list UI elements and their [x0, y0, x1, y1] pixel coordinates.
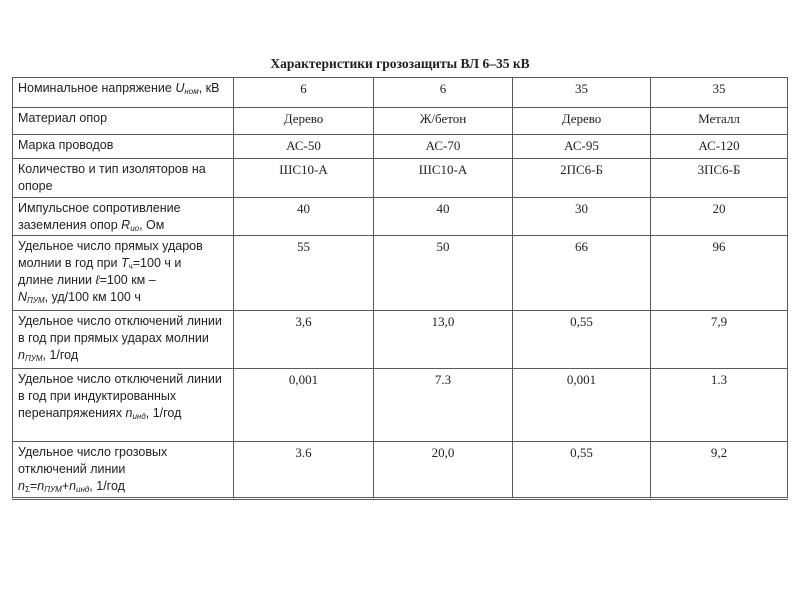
- cell-value: Металл: [651, 108, 788, 135]
- cell-value: 20: [651, 198, 788, 236]
- cell-value: 96: [651, 236, 788, 311]
- cell-value: 7,9: [651, 311, 788, 369]
- table-row: [13, 442, 788, 499]
- row-label: Удельное число прямых ударов молнии в год при $T_ч=100$ ч и длине линии ℓ=100 км – $N_{ПУМ}$, уд/100 км 100 ч: [13, 236, 234, 311]
- cell-value: 3.6: [234, 442, 374, 499]
- cell-value: ШС10-А: [234, 159, 374, 198]
- cell-value: 7.3: [374, 369, 513, 442]
- cell-value: 40: [234, 198, 374, 236]
- cell-value: 0,001: [513, 369, 651, 442]
- cell-value: 3ПС6-Б: [651, 159, 788, 198]
- table-title: Характеристики грозозащиты ВЛ 6–35 кВ: [270, 56, 530, 71]
- table-row: [13, 236, 788, 311]
- cell-value: 0,001: [234, 369, 374, 442]
- row-label: Удельное число грозовых отключений линии $n_\Sigma=n_{ПУМ}+n_{инд}$, 1/год: [13, 442, 234, 499]
- cell-value: 35: [513, 78, 651, 108]
- characteristics-table: [12, 77, 788, 500]
- cell-value: 0,55: [513, 311, 651, 369]
- cell-value: 20,0: [374, 442, 513, 499]
- cell-value: 66: [513, 236, 651, 311]
- row-label: Удельное число отключений линии в год при индуктированных перенапряжениях $n_{инд}$, 1/год: [13, 369, 234, 442]
- table-row: [13, 159, 788, 198]
- cell-value: 35: [651, 78, 788, 108]
- row-label: Материал опор: [13, 108, 234, 135]
- table-row: [13, 108, 788, 135]
- cell-value: 13,0: [374, 311, 513, 369]
- cell-value: 6: [234, 78, 374, 108]
- cell-value: 6: [374, 78, 513, 108]
- cell-value: АС-120: [651, 135, 788, 159]
- cell-value: Дерево: [234, 108, 374, 135]
- cell-value: АС-95: [513, 135, 651, 159]
- cell-value: 2ПС6-Б: [513, 159, 651, 198]
- row-label: Количество и тип изоляторов на опоре: [13, 159, 234, 198]
- cell-value: 9,2: [651, 442, 788, 499]
- row-label: Марка проводов: [13, 135, 234, 159]
- table-row: [13, 369, 788, 442]
- cell-value: 30: [513, 198, 651, 236]
- cell-value: 50: [374, 236, 513, 311]
- cell-value: АС-70: [374, 135, 513, 159]
- table-row: [13, 78, 788, 108]
- table-row: [13, 311, 788, 369]
- cell-value: 40: [374, 198, 513, 236]
- cell-value: 55: [234, 236, 374, 311]
- row-label: Удельное число отключений линии в год при прямых ударах молнии $n_{ПУМ}$, 1/год: [13, 311, 234, 369]
- cell-value: АС-50: [234, 135, 374, 159]
- table-row: [13, 198, 788, 236]
- cell-value: 0,55: [513, 442, 651, 499]
- cell-value: 3,6: [234, 311, 374, 369]
- cell-value: Дерево: [513, 108, 651, 135]
- row-label: Номинальное напряжение $U_{ном}$, кВ: [13, 78, 234, 108]
- cell-value: Ж/бетон: [374, 108, 513, 135]
- cell-value: ШС10-А: [374, 159, 513, 198]
- table-row: [13, 135, 788, 159]
- cell-value: 1.3: [651, 369, 788, 442]
- row-label: Импульсное сопротивление заземления опор $R_{ио}$, Ом: [13, 198, 234, 236]
